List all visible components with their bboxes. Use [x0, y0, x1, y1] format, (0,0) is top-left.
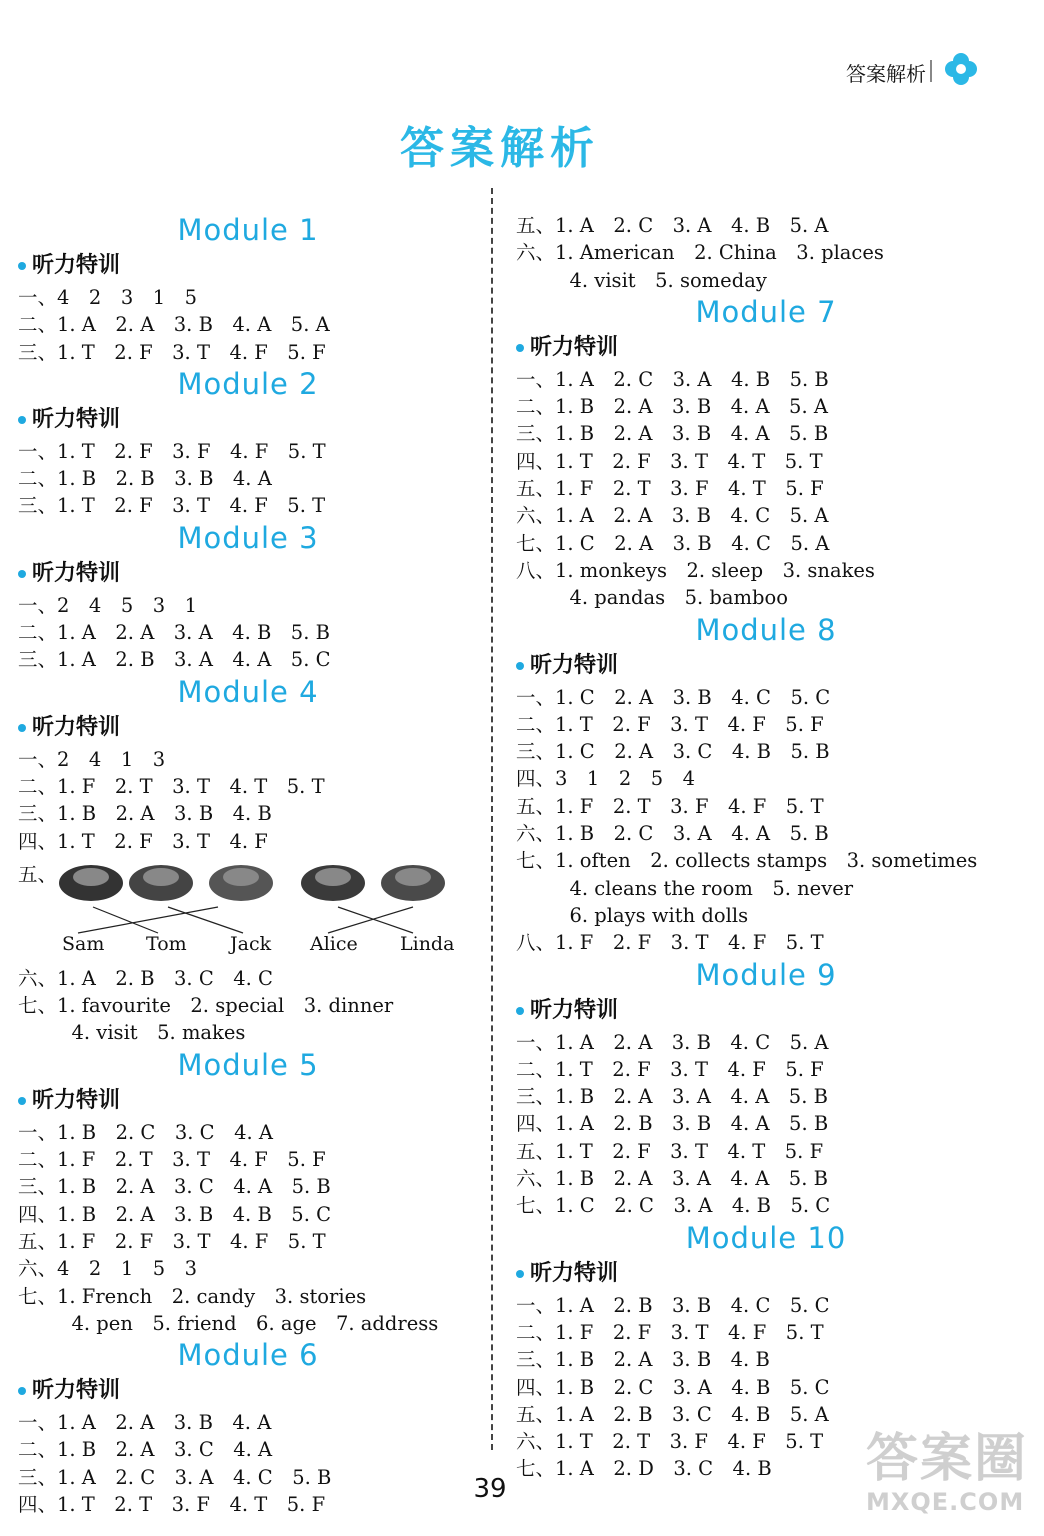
answer-line: 三、1. C 2. A 3. C 4. B 5. B [516, 740, 830, 764]
answer-line: 二、1. F 2. T 3. T 4. F 5. F [18, 1148, 326, 1172]
section-heading [18, 1083, 478, 1119]
section-heading-text: 听力特训 [32, 1087, 121, 1113]
answer-line: 三、1. B 2. A 3. B 4. B [18, 802, 272, 826]
module-title: Module 2 [177, 366, 319, 401]
answer-line: 六、1. A 2. B 3. C 4. C [18, 966, 273, 990]
matching-label: 五、 [18, 862, 58, 886]
section-heading-text: 听力特训 [32, 253, 121, 278]
answer-line: 二、1. A 2. A 3. B 4. A 5. A [18, 313, 330, 337]
answer-line: 三、1. B 2. A 3. C 4. A 5. B [18, 1175, 331, 1199]
section-heading [18, 556, 478, 592]
answer-line: 四、3 1 2 5 4 [516, 767, 696, 791]
matching-exercise [18, 855, 478, 965]
answer-line: 二、1. F 2. F 3. T 4. F 5. T [516, 1320, 824, 1344]
section-heading-text: 听力特训 [530, 334, 619, 360]
answer-line: 一、1. C 2. A 3. B 4. C 5. C [516, 685, 831, 709]
answer-line: 七、1. often 2. collects stamps 3. sometimes [516, 849, 978, 873]
answer-line: 一、4 2 3 1 5 [18, 286, 198, 309]
answer-line: 七、1. C 2. C 3. A 4. B 5. C [516, 1194, 831, 1218]
answer-line: 三、1. T 2. F 3. T 4. F 5. F [18, 340, 326, 364]
answer-line: 六、4 2 1 5 3 [18, 1257, 198, 1281]
matching-name: Jack [230, 932, 272, 955]
section-heading [516, 330, 1016, 366]
left-column [18, 212, 478, 1518]
page-title: 答案解析 [400, 123, 600, 174]
page-number: 39 [473, 1474, 507, 1504]
answer-line: 一、1. A 2. A 3. B 4. C 5. A [516, 1030, 829, 1054]
answer-line: 七、1. C 2. A 3. B 4. C 5. A [516, 531, 830, 555]
answer-line: 四、1. B 2. A 3. B 4. B 5. C [18, 1202, 332, 1226]
bullet-dot [18, 1387, 26, 1395]
watermark [866, 1430, 1038, 1530]
watermark-logo-text: 答案圈 [866, 1429, 1029, 1489]
matching-name: Alice [310, 932, 358, 955]
matching-lines [18, 855, 478, 965]
answer-line: 4. cleans the room 5. never [550, 876, 854, 900]
module-title: Module 1 [177, 213, 319, 247]
answer-line: 4. visit 5. someday [550, 268, 767, 292]
answer-line: 二、1. B 2. A 3. B 4. A 5. A [516, 395, 828, 419]
bullet-dot [516, 1270, 524, 1278]
bullet-dot [516, 662, 524, 670]
answer-line: 七、1. favourite 2. special 3. dinner [18, 994, 394, 1018]
module-title: Module 6 [177, 1338, 319, 1373]
answer-line: 三、1. B 2. A 3. B 4. A 5. B [516, 422, 829, 446]
answer-line: 三、1. B 2. A 3. B 4. B [516, 1348, 770, 1372]
bullet-dot [516, 1007, 524, 1015]
section-heading-text: 听力特训 [32, 714, 121, 740]
header-label: 答案解析 [846, 62, 926, 86]
bullet-dot [18, 724, 26, 732]
answer-line: 六、1. T 2. T 3. F 4. F 5. T [516, 1430, 824, 1454]
answer-line: 4. pen 5. friend 6. age 7. address [52, 1311, 439, 1335]
answer-line: 一、1. A 2. B 3. B 4. C 5. C [516, 1293, 830, 1317]
answer-line: 二、1. B 2. B 3. B 4. A [18, 467, 272, 491]
answer-line: 六、1. B 2. A 3. A 4. A 5. B [516, 1167, 828, 1191]
matching-name: Tom [146, 932, 187, 955]
answer-line: 四、1. B 2. C 3. A 4. B 5. C [516, 1375, 830, 1399]
answer-line: 三、1. B 2. A 3. A 4. A 5. B [516, 1085, 828, 1109]
answer-line: 一、2 4 5 3 1 [18, 593, 198, 617]
section-heading [18, 1373, 478, 1409]
bullet-dot [18, 1097, 26, 1105]
answer-line: 五、1. A 2. B 3. C 4. B 5. A [516, 1402, 829, 1426]
section-heading-text: 听力特训 [32, 560, 121, 586]
matching-name: Linda [400, 932, 455, 955]
bullet-dot [18, 416, 26, 424]
answer-line: 二、1. A 2. A 3. A 4. B 5. B [18, 621, 330, 645]
watermark-url: MXQE.COM [866, 1488, 1025, 1516]
answer-line: 4. visit 5. makes [52, 1021, 246, 1045]
section-heading-text: 听力特训 [530, 1260, 619, 1286]
answer-line: 五、1. F 2. T 3. F 4. T 5. F [516, 477, 824, 501]
answer-line: 三、1. A 2. C 3. A 4. C 5. B [18, 1465, 332, 1489]
module-title: Module 5 [177, 1047, 319, 1082]
answer-line: 六、1. A 2. A 3. B 4. C 5. A [516, 504, 829, 528]
flower-icon [944, 52, 978, 86]
section-heading [18, 710, 478, 746]
module-title: Module 8 [695, 612, 837, 647]
column-divider [491, 188, 493, 1450]
answer-line: 一、1. B 2. C 3. C 4. A [18, 1120, 273, 1144]
answer-line: 四、1. T 2. T 3. F 4. T 5. F [18, 1493, 326, 1517]
section-heading [516, 648, 1016, 684]
answer-line: 四、1. A 2. B 3. B 4. A 5. B [516, 1112, 829, 1136]
section-heading [18, 248, 478, 284]
answer-line: 五、1. F 2. T 3. F 4. F 5. T [516, 794, 824, 818]
module-title: Module 3 [177, 520, 319, 555]
answer-line: 4. pandas 5. bamboo [550, 586, 788, 610]
answer-line: 三、1. T 2. F 3. T 4. F 5. T [18, 494, 326, 518]
answer-line: 六、1. American 2. China 3. places [516, 241, 884, 265]
answer-line: 五、1. F 2. F 3. T 4. F 5. T [18, 1229, 326, 1253]
answer-line: 六、1. B 2. C 3. A 4. A 5. B [516, 822, 829, 846]
module-title: Module 10 [685, 1220, 847, 1255]
answer-line: 二、1. B 2. A 3. C 4. A [18, 1438, 273, 1462]
module-title: Module 7 [695, 294, 837, 329]
section-heading-text: 听力特训 [32, 406, 121, 432]
answer-line: 一、2 4 1 3 [18, 747, 166, 771]
answer-line: 一、1. A 2. A 3. B 4. A [18, 1411, 272, 1435]
answer-line: 四、1. T 2. F 3. T 4. F [18, 829, 268, 853]
answer-line: 八、1. F 2. F 3. T 4. F 5. T [516, 931, 824, 955]
bullet-dot [18, 570, 26, 578]
section-heading [516, 993, 1016, 1029]
module-title: Module 9 [695, 957, 837, 992]
matching-name: Sam [62, 932, 105, 955]
answer-line: 五、1. T 2. F 3. T 4. T 5. F [516, 1139, 824, 1163]
answer-line: 6. plays with dolls [550, 903, 749, 927]
right-column [516, 212, 1016, 1483]
section-heading-text: 听力特训 [530, 652, 619, 678]
answer-line: 二、1. T 2. F 3. T 4. F 5. F [516, 712, 824, 736]
bullet-dot [18, 262, 26, 270]
bullet-dot [516, 344, 524, 352]
answer-line: 五、1. A 2. C 3. A 4. B 5. A [516, 214, 829, 237]
module-title: Module 4 [177, 674, 319, 709]
answer-line: 二、1. F 2. T 3. T 4. T 5. T [18, 774, 325, 798]
section-heading [516, 1256, 1016, 1292]
answer-line: 四、1. T 2. F 3. T 4. T 5. T [516, 449, 823, 473]
header-divider [930, 60, 932, 82]
section-heading [18, 402, 478, 438]
answer-line: 二、1. T 2. F 3. T 4. F 5. F [516, 1057, 824, 1081]
section-heading-text: 听力特训 [530, 997, 619, 1023]
answer-line: 一、1. T 2. F 3. F 4. F 5. T [18, 439, 326, 463]
answer-line: 七、1. French 2. candy 3. stories [18, 1284, 367, 1308]
section-heading-text: 听力特训 [32, 1378, 121, 1404]
answer-line: 三、1. A 2. B 3. A 4. A 5. C [18, 648, 331, 672]
answer-line: 七、1. A 2. D 3. C 4. B [516, 1457, 772, 1481]
answer-line: 一、1. A 2. C 3. A 4. B 5. B [516, 367, 829, 391]
answer-line: 八、1. monkeys 2. sleep 3. snakes [516, 558, 875, 582]
